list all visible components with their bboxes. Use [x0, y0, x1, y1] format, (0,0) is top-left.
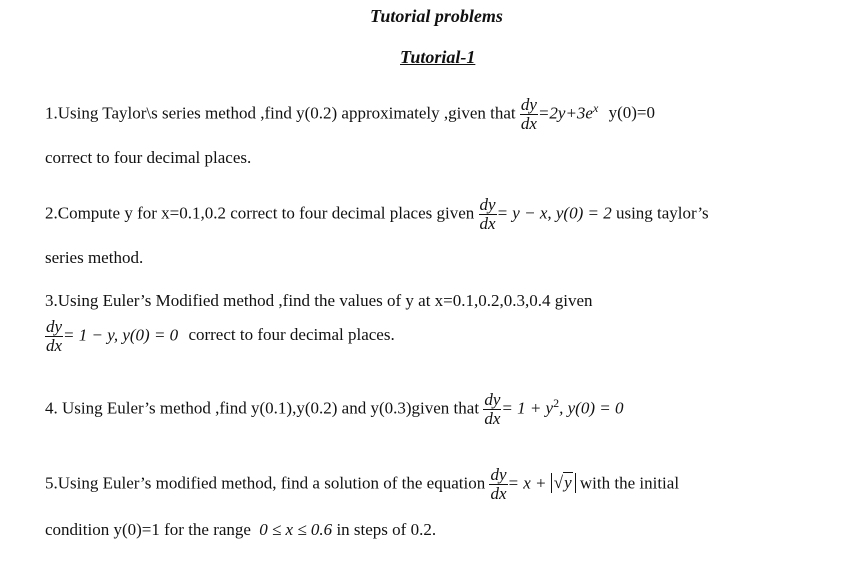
problem-5-text: 5.Using Euler’s modified method, find a solution of the equation [45, 473, 486, 493]
problem-2-tail: using taylor’s [615, 203, 709, 223]
problem-4-fraction [483, 391, 501, 428]
fraction-numerator: dy [484, 390, 501, 409]
problem-5 [45, 466, 679, 503]
problem-5-line-2-end: in steps of 0.2. [336, 520, 437, 539]
problem-1-line-2: correct to four decimal places. [45, 148, 252, 167]
problem-1-text: 1.Using Taylor\s series method ,find y(0.2) approximately ,given that [45, 103, 516, 123]
problem-5-line-2 [45, 520, 436, 540]
radicand: y [564, 473, 572, 493]
problem-1-exponent: x [592, 100, 599, 115]
square-root: √y [553, 473, 572, 493]
fraction-denominator: dx [46, 336, 63, 355]
problem-5-tail: with the initial [579, 473, 680, 493]
problem-5-range: 0 ≤ x ≤ 0.6 [259, 520, 333, 539]
problem-3-fraction [45, 318, 63, 355]
fraction-numerator: dy [490, 465, 507, 484]
problem-2-fraction [479, 196, 497, 233]
problem-3-equation-rhs: = 1 − y, y(0) = 0 [63, 325, 179, 345]
problem-1-initial-condition: y(0)=0 [608, 103, 655, 123]
problem-5-equation-rhs: = x + [507, 473, 547, 493]
absolute-value-bars [551, 473, 576, 493]
problem-1-equation-rhs: =2y+3e [537, 103, 593, 123]
problem-1-fraction [520, 96, 538, 133]
problem-4-text: 4. Using Euler’s method ,find y(0.1),y(0.2) and y(0.3)given that [45, 398, 480, 418]
problem-3-tail: correct to four decimal places. [188, 325, 395, 345]
problem-2-line-2: series method. [45, 248, 144, 267]
problem-2 [45, 196, 709, 233]
problem-1 [45, 96, 655, 133]
fraction-numerator: dy [46, 317, 63, 336]
problem-4-equation-rhs: = 1 + y [501, 398, 554, 418]
fraction-denominator: dx [479, 214, 496, 233]
problem-4-tail: , y(0) = 0 [559, 398, 624, 418]
problem-4-exponent: 2 [553, 395, 560, 410]
fraction-denominator: dx [484, 409, 501, 428]
fraction-denominator: dx [520, 114, 537, 133]
fraction-numerator: dy [520, 95, 537, 114]
fraction-denominator: dx [490, 484, 507, 503]
problem-2-equation-rhs: = y − x, y(0) = 2 [496, 203, 612, 223]
problem-5-fraction [489, 466, 507, 503]
fraction-numerator: dy [479, 195, 496, 214]
problem-3-equation [45, 318, 395, 355]
problem-4 [45, 391, 623, 428]
problem-3-text: 3.Using Euler’s Modified method ,find the values of y at x=0.1,0.2,0.3,0.4 given [45, 291, 593, 310]
page-title: Tutorial problems [370, 6, 503, 26]
page-subtitle: Tutorial-1 [400, 47, 476, 67]
problem-2-text: 2.Compute y for x=0.1,0.2 correct to four decimal places given [45, 203, 475, 223]
problem-5-line-2-text: condition y(0)=1 for the range [45, 520, 251, 539]
